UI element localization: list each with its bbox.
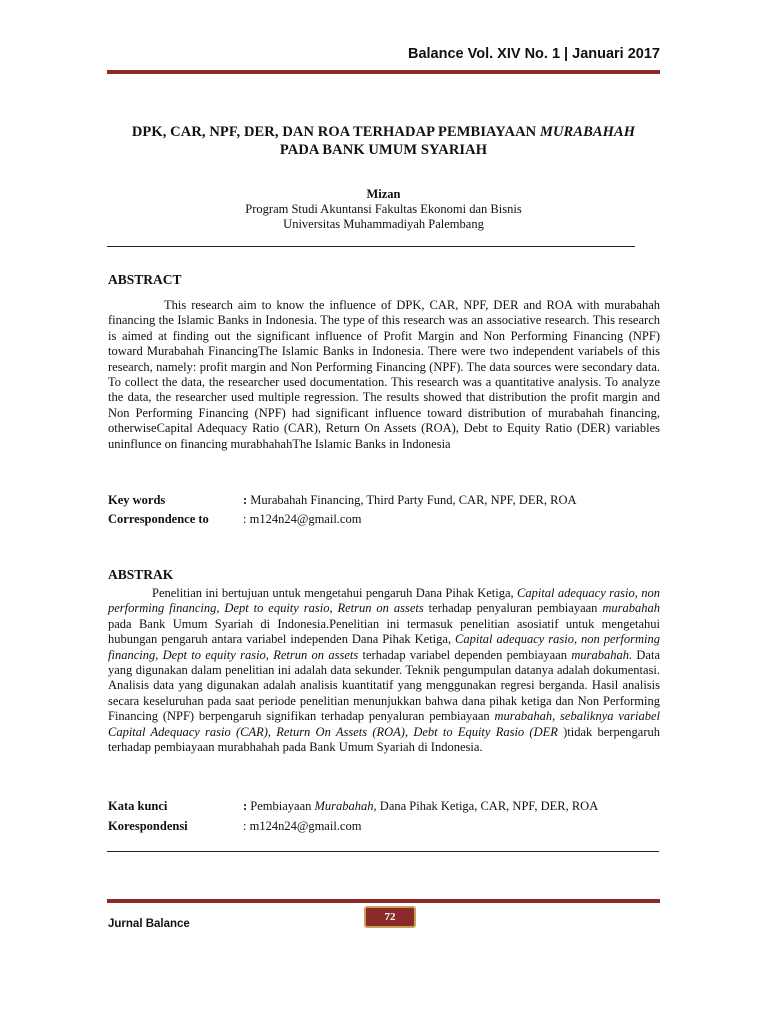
abstrak-heading: ABSTRAK [108,567,174,582]
correspondence-email[interactable]: : m124n24@gmail.com [243,512,362,526]
header-rule [107,70,660,74]
footer-journal-name: Jurnal Balance [108,918,190,930]
paper-title [107,123,660,159]
abstract-heading: ABSTRACT [108,272,182,287]
kata-kunci-value: : Pembiayaan Murabahah, Dana Pihak Ketiga, CAR, NPF, DER, ROA [243,799,599,813]
korespondensi-label: Korespondensi [108,819,188,833]
bottom-separator-rule [107,851,659,852]
abstrak-correspondence-row [108,818,660,834]
separator-rule [107,246,635,247]
title-line1-italic: MURABAHAH [539,124,636,140]
title-line2-text: PADA BANK UMUM SYARIAH [279,142,488,158]
correspondence-label: Correspondence to [108,512,209,526]
abstract-text: This research aim to know the influence of DPK, CAR, NPF, DER and ROA with murabahah financing the Islamic Banks in Indonesia. The type of this research was an associative research. This research is aimed at finding out the significant influence of Profit Margin and Non Performing Financing (NPF) toward Murabahah FinancingThe Islamic Banks in Indonesia. There were two independent variabels of this research, namely: profit margin and Non Performing Financing (NPF). The data sources were secondary data. To collect the data, the researcher used documentation. This research was a quantitative analysis. To analyze the data, the researcher used multiple regression. The results showed that distribution the profit margin and Non Performing Financing (NPF) had significant influence toward distribution of murabahah financing, otherwiseCapital Adequacy Ratio (CAR), Return On Assets (ROA), Debt to Equity Ratio (DER) variables uninflunce on financing murabhahahThe Islamic Banks in Indonesia [108,298,660,451]
author-affiliation-1: Program Studi Akuntansi Fakultas Ekonomi dan Bisnis [245,202,522,216]
abstract-keywords-row [108,492,660,508]
kata-kunci-label: Kata kunci [108,799,168,813]
abstrak-keywords-row [108,798,660,814]
keywords-value: : Murabahah Financing, Third Party Fund, CAR, NPF, DER, ROA [243,493,577,507]
abstrak-text: Penelitian ini bertujuan untuk mengetahui pengaruh Dana Pihak Ketiga, Capital adequacy rasio, non performing financing, Dept to equity rasio, Retrun on assets terhadap penyaluran pembiayaan murabahah pada Bank Umum Syariah di Indonesia.Penelitian ini termasuk penelitian asosiatif untuk mengetahui hubungan pengaruh antara variabel independen Dana Pihak Ketiga, Capital adequacy rasio, non performing financing, Dept to equity rasio, Retrun on assets terhadap variabel dependen pembiayaan murabahah. Data yang digunakan dalam penelitian ini adalah data sekunder. Teknik pengumpulan datanya adalah dokumentasi. Analisis data yang digunakan adalah analisis kuantitatif yang menggunakan regresi berganda. Hasil analisis secara keseluruhan pada saat periode penelitian menunjukkan bahwa dana pihak ketiga dan Non Performing Financing (NPF) berpengaruh signifikan terhadap penyaluran pembiayaan murabahah, sebaliknya variabel Capital Adequacy rasio (CAR), Return On Assets (ROA), Debt to Equity Rasio (DER )tidak berpengaruh terhadap pembiayaan murabhahah pada Bank Umum Syariah di Indonesia. [108,586,660,755]
author-block [107,187,660,232]
footer-rule [107,899,660,903]
author-affiliation-2: Universitas Muhammadiyah Palembang [283,217,484,231]
page-number-badge: 72 [364,906,416,928]
korespondensi-email[interactable]: : m124n24@gmail.com [243,819,362,833]
title-line1-text: DPK, CAR, NPF, DER, DAN ROA TERHADAP PEMBIAYAAN [131,124,540,140]
author-name: Mizan [366,187,401,201]
abstract-correspondence-row [108,511,660,527]
keywords-label: Key words [108,493,166,507]
running-header: Balance Vol. XIV No. 1 | Januari 2017 [407,46,660,62]
